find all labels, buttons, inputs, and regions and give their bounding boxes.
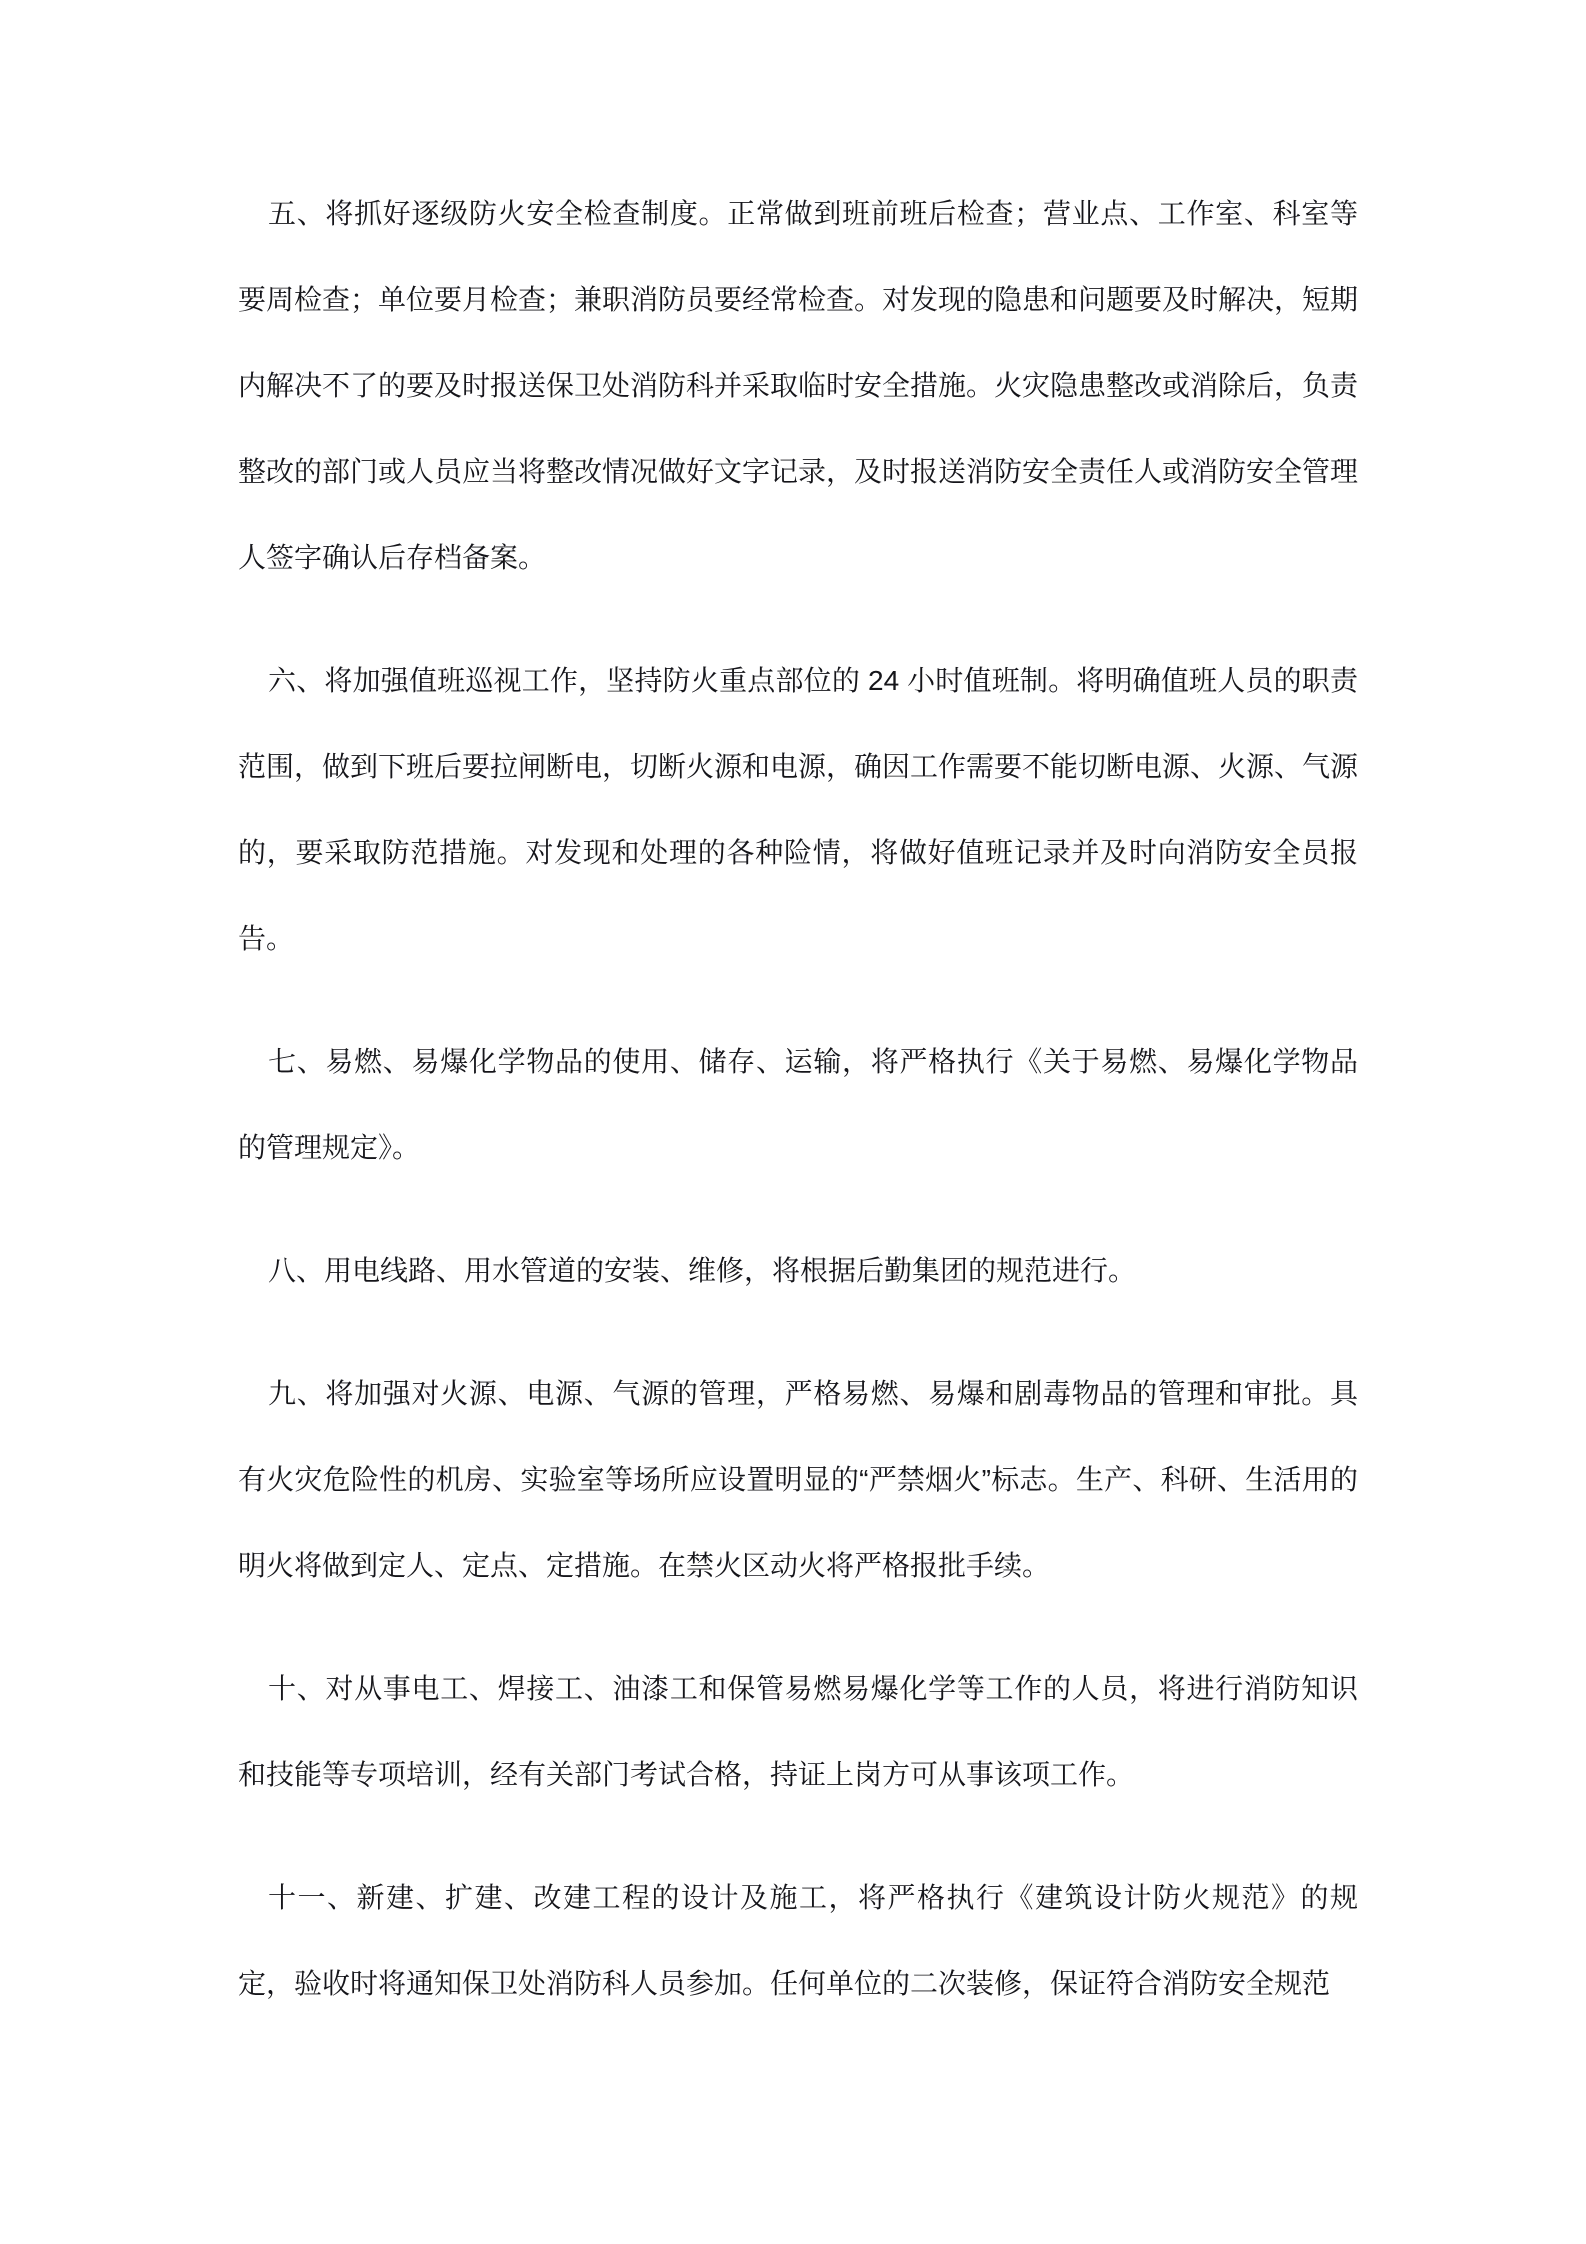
document-body <box>238 171 1358 2027</box>
paragraph-item-5: 五、将抓好逐级防火安全检查制度。正常做到班前班后检查；营业点、工作室、科室等要周检查；单位要月检查；兼职消防员要经常检查。对发现的隐患和问题要及时解决，短期内解决不了的要及时报送保卫处消防科并采取临时安全措施。火灾隐患整改或消除后，负责整改的部门或人员应当将整改情况做好文字记录，及时报送消防安全责任人或消防安全管理人签字确认后存档备案。 <box>238 198 1359 573</box>
paragraph-item-6: 六、将加强值班巡视工作，坚持防火重点部位的 24 小时值班制。将明确值班人员的职责范围，做到下班后要拉闸断电，切断火源和电源，确因工作需要不能切断电源、火源、气源的，要采取防范措施。对发现和处理的各种险情，将做好值班记录并及时向消防安全员报告。 <box>238 665 1359 954</box>
paragraph-item-9: 九、将加强对火源、电源、气源的管理，严格易燃、易爆和剧毒物品的管理和审批。具有火灾危险性的机房、实验室等场所应设置明显的“严禁烟火”标志。生产、科研、生活用的明火将做到定人、定点、定措施。在禁火区动火将严格报批手续。 <box>238 1378 1358 1581</box>
paragraph-item-8: 八、用电线路、用水管道的安装、维修，将根据后勤集团的规范进行。 <box>268 1255 1137 1286</box>
paragraph-item-10: 十、对从事电工、焊接工、油漆工和保管易燃易爆化学等工作的人员，将进行消防知识和技能等专项培训，经有关部门考试合格，持证上岗方可从事该项工作。 <box>238 1673 1358 1790</box>
paragraph-item-7: 七、易燃、易爆化学物品的使用、储存、运输，将严格执行《关于易燃、易爆化学物品的管理规定》。 <box>238 1046 1358 1163</box>
paragraph-item-11: 十一、新建、扩建、改建工程的设计及施工，将严格执行《建筑设计防火规范》的规定，验收时将通知保卫处消防科人员参加。任何单位的二次装修，保证符合消防安全规范 <box>238 1882 1358 1999</box>
